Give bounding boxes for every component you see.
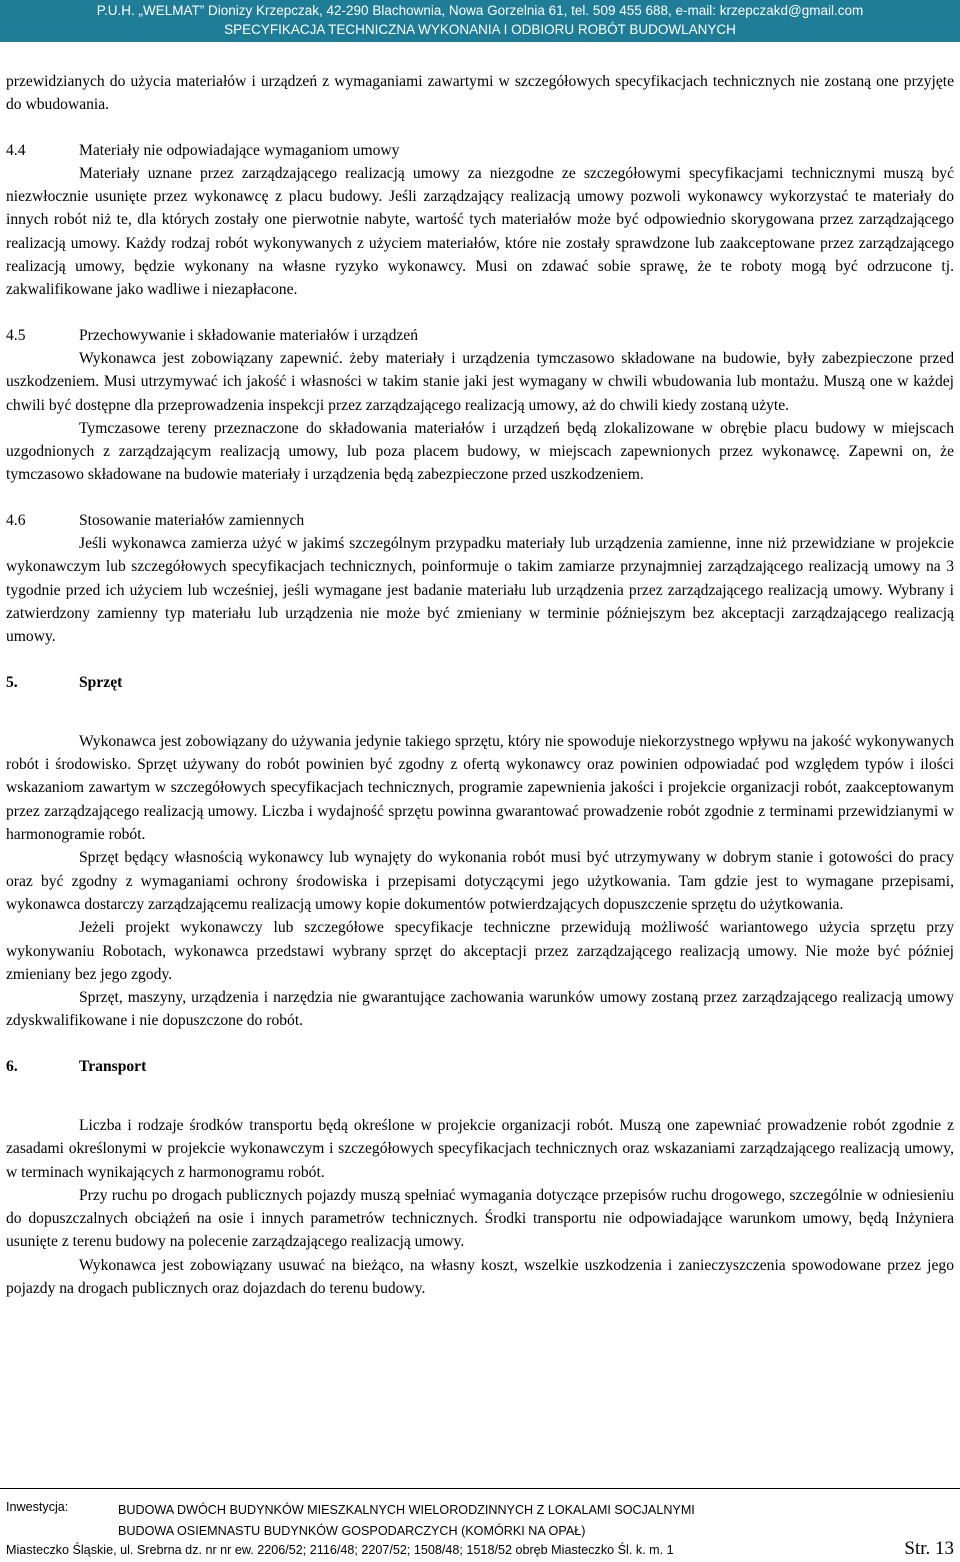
section-number: 4.6 xyxy=(6,511,26,529)
footer-investment xyxy=(6,1500,695,1542)
paragraph: Wykonawca jest zobowiązany usuwać na bieżąco, na własny koszt, wszelkie uszkodzenia i zanieczyszczenia spowodowane przez jego pojazdy na drogach publicznych oraz dojazdach do terenu budowy. xyxy=(6,1256,954,1298)
section-heading-4-6 xyxy=(6,509,954,532)
paragraph: Tymczasowe tereny przeznaczone do składowania materiałów i urządzeń będą zlokalizowane w obrębie placu budowy w miejscach uzgodnionych z zarządzającym realizacją umowy, lub poza placem budowy, w miejscach zapewnionych przez wykonawcę. Zapewni on, że tymczasowo składowane na budowie materiały i urządzenia będą zabezpieczone przed uszkodzeniem. xyxy=(6,419,954,484)
section-title: Sprzęt xyxy=(79,673,123,691)
section-title: Stosowanie materiałów zamiennych xyxy=(79,511,305,529)
header-company-line: P.U.H. „WELMAT” Dionizy Krzepczak, 42-290 Blachownia, Nowa Gorzelnia 61, tel. 509 455 688, e-mail: krzepczakd@gmail.com xyxy=(96,3,864,18)
page-footer xyxy=(0,1488,960,1562)
paragraph-continued: przewidzianych do użycia materiałów i urządzeń z wymaganiami zawartymi w szczegółowych specyfikacjach technicznych nie zostaną one przyjęte do wbudowania. xyxy=(6,73,954,114)
page-number: Str. 13 xyxy=(904,1538,954,1559)
section-heading-4-4 xyxy=(6,139,954,162)
footer-investment-line: BUDOWA DWÓCH BUDYNKÓW MIESZKALNYCH WIELORODZINNYCH Z LOKALAMI SOCJALNYMI xyxy=(118,1503,695,1517)
paragraph: Sprzęt, maszyny, urządzenia i narzędzia nie gwarantujące zachowania warunków umowy zostaną przez zarządzającego realizacją umowy zdyskwalifikowane i nie dopuszczone do robót. xyxy=(6,989,954,1030)
paragraph: Materiały uznane przez zarządzającego realizacją umowy za niezgodne ze szczegółowymi specyfikacjami technicznymi muszą być niezwłocznie usunięte przez wykonawcę z placu budowy. Jeśli zarządzający realizacją umowy pozwoli wykonawcy wykorzystać te materiały do innych robót niż te, dla których zostały one pierwotnie nabyte, wartość tych materiałów może być odpowiednio skorygowana przez zarządzającego realizacją umowy. Każdy rodzaj robót wykonywanych z użyciem materiałów, które nie zostały sprawdzone lub zaakceptowane przez zarządzającego realizacją umowy, będzie wykonany na własne ryzyko wykonawcy. Musi on zdawać sobie sprawę, że te roboty mogą być odrzucone tj. zakwalifikowane jako wadliwe i niezapłacone. xyxy=(6,164,954,299)
section-number: 5. xyxy=(6,673,18,691)
section-heading-6 xyxy=(6,1055,954,1078)
section-number: 6. xyxy=(6,1057,18,1075)
header-document-title: SPECYFIKACJA TECHNICZNA WYKONANIA I ODBIORU ROBÓT BUDOWLANYCH xyxy=(224,22,736,37)
section-heading-4-5 xyxy=(6,324,954,347)
footer-investment-line: BUDOWA OSIEMNASTU BUDYNKÓW GOSPODARCZYCH (KOMÓRKI NA OPAŁ) xyxy=(118,1524,586,1538)
paragraph: Jeśli wykonawca zamierza użyć w jakimś szczególnym przypadku materiały lub urządzenia zamienne, inne niż przewidziane w projekcie wykonawczym lub szczegółowych specyfikacjach technicznych, poinformuje o takim zamiarze przynajmniej zarządzającego realizacją umowy na 3 tygodnie przed ich użyciem lub wcześniej, jeśli wymagane jest badanie materiału lub urządzenia przez zarządzającego realizacją umowy. Wybrany i zatwierdzony zamienny typ materiału lub urządzenia nie może być zmieniany w terminie późniejszym bez akceptacji zarządzającego realizacją umowy. xyxy=(6,535,954,646)
section-title: Transport xyxy=(79,1057,147,1075)
section-title: Materiały nie odpowiadające wymaganiom umowy xyxy=(79,141,400,159)
paragraph: Liczba i rodzaje środków transportu będą określone w projekcie organizacji robót. Muszą one zapewniać prowadzenie robót zgodnie z zasadami określonymi w projekcie wykonawczym i szczegółowych specyfikacjach technicznych oraz wskazaniami zarządzającego realizacją umowy, w terminach wynikających z harmonogramu robót. xyxy=(6,1116,954,1181)
paragraph: Jeżeli projekt wykonawczy lub szczegółowe specyfikacje techniczne przewidują możliwość wariantowego użycia sprzętu przy wykonywaniu Robotach, wykonawca przedstawi wybrany sprzęt do akceptacji przez zarządzającego realizacją umowy. Nie może być później zmieniany bez jego zgody. xyxy=(6,919,954,983)
paragraph: Przy ruchu po drogach publicznych pojazdy muszą spełniać wymagania dotyczące przepisów ruchu drogowego, szczególnie w odniesieniu do dopuszczalnych obciążeń na osie i innych parametrów technicznych. Środki transportu nie odpowiadające warunkom umowy, będą Inżyniera usunięte z terenu budowy na polecenie zarządzającego realizacją umowy. xyxy=(6,1186,954,1251)
section-title: Przechowywanie i składowanie materiałów i urządzeń xyxy=(79,326,419,344)
page-header xyxy=(0,0,960,42)
document-body xyxy=(6,70,954,1300)
footer-location: Miasteczko Śląskie, ul. Srebrna dz. nr nr ew. 2206/52; 2116/48; 2207/52; 1508/48; 1518/52 obręb Miasteczko Śl. k. m. 1 xyxy=(6,1543,674,1557)
paragraph: Sprzęt będący własnością wykonawcy lub wynajęty do wykonania robót musi być utrzymywany w dobrym stanie i gotowości do pracy oraz być zgodny z wymaganiami ochrony środowiska i przepisami dotyczącymi jego użytkowania. Tam gdzie jest to wymagane przepisami, wykonawca dostarczy zarządzającemu realizacją umowy kopie dokumentów potwierdzających dopuszczenie sprzętu do użytkowania. xyxy=(6,849,954,913)
footer-investment-text xyxy=(118,1500,695,1542)
paragraph: Wykonawca jest zobowiązany zapewnić. żeby materiały i urządzenia tymczasowo składowane na budowie, były zabezpieczone przed uszkodzeniem. Musi utrzymywać ich jakość i własności w takim stanie jaki jest wymagany w chwili wbudowania lub montażu. Muszą one w każdej chwili być dostępne dla przeprowadzenia inspekcji przez zarządzającego realizacją umowy, aż do chwili kiedy zostaną użyte. xyxy=(6,349,954,414)
footer-investment-label: Inwestycja: xyxy=(6,1500,69,1514)
paragraph: Wykonawca jest zobowiązany do używania jedynie takiego sprzętu, który nie spowoduje niekorzystnego wpływu na jakość wykonywanych robót i środowisko. Sprzęt używany do robót powinien być zgodny z ofertą wykonawcy oraz powinien odpowiadać pod względem typów i ilości wskazaniom zawartym w szczegółowych specyfikacjach technicznych, programie zapewnienia jakości i projekcie organizacji robót, zaakceptowanym przez zarządzającego realizacją umowy. Liczba i wydajność sprzętu powinna gwarantować prowadzenie robót zgodnie z terminami przewidzianymi w harmonogramie robót. xyxy=(6,732,954,844)
section-number: 4.4 xyxy=(6,141,26,159)
section-heading-5 xyxy=(6,671,954,694)
section-number: 4.5 xyxy=(6,326,26,344)
